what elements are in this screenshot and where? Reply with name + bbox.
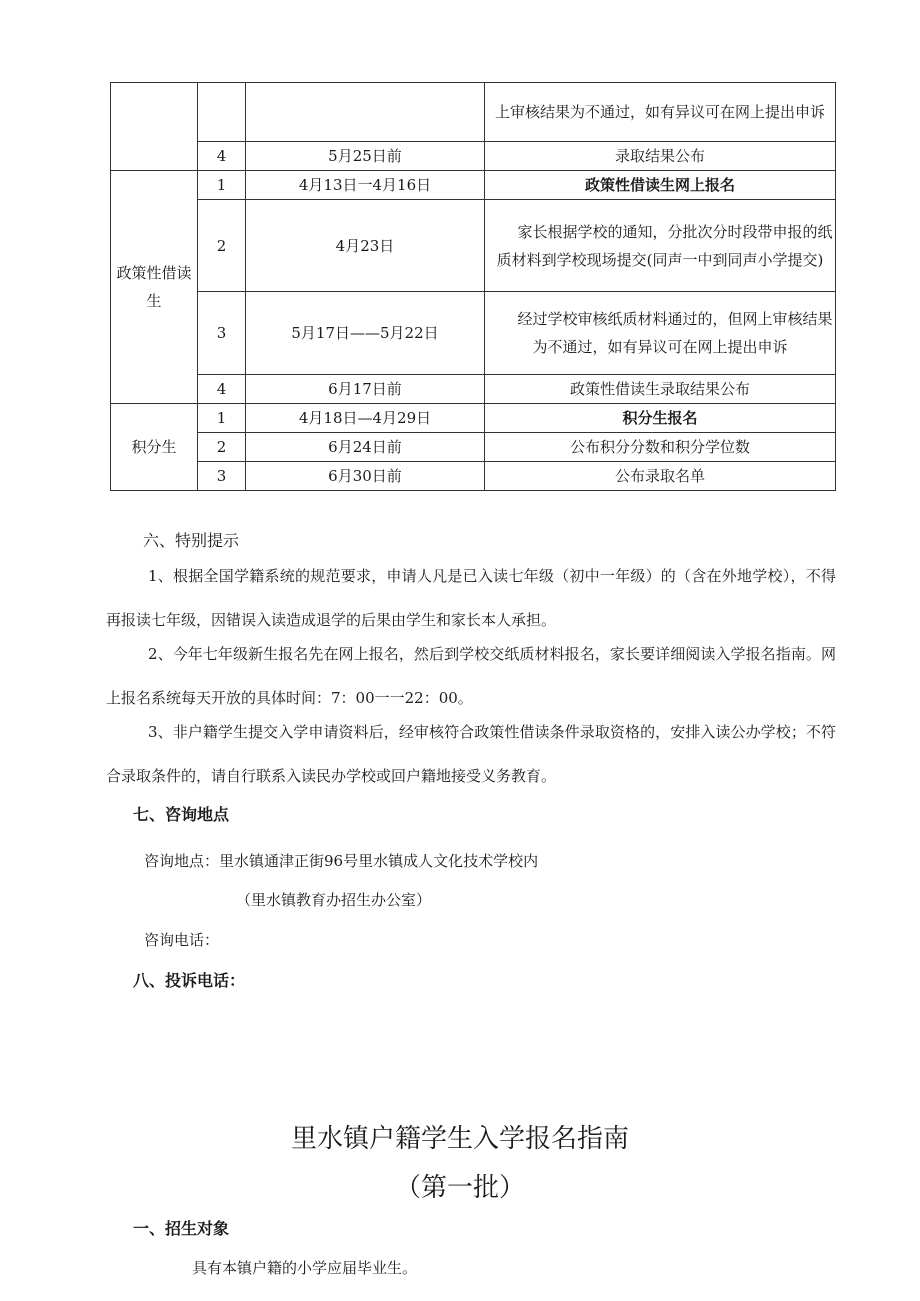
notice-item-2: 2、今年七年级新生报名先在网上报名，然后到学校交纸质材料报名，家长要详细阅读入学报名指南。网上报名系统每天开放的具体时间：7：00一一22：00。: [106, 645, 836, 707]
description-cell: 政策性借读生网上报名: [485, 171, 836, 200]
table-row: [111, 375, 836, 404]
table-row: [111, 292, 836, 375]
description-cell: 上审核结果为不通过，如有异议可在网上提出申诉: [485, 83, 836, 142]
date-cell: [246, 83, 485, 142]
schedule-table: [110, 82, 836, 491]
table-row: [111, 404, 836, 433]
number-cell: 4: [198, 375, 246, 404]
number-cell: 3: [198, 292, 246, 375]
consult-address: 咨询地点：里水镇通津正街96号里水镇成人文化技术学校内: [144, 852, 539, 870]
date-cell: 4月18日—4月29日: [246, 404, 485, 433]
table-row: [111, 142, 836, 171]
guide-title: 里水镇户籍学生入学报名指南: [290, 1124, 629, 1154]
date-cell: 6月24日前: [246, 433, 485, 462]
table-row: [111, 83, 836, 142]
description-cell: 家长根据学校的通知，分批次分时段带申报的纸质材料到学校现场提交(同声一中到同声小学提交): [485, 200, 836, 292]
category-cell: [111, 83, 198, 171]
consult-address-note: （里水镇教育办招生办公室）: [236, 891, 432, 909]
date-cell: 6月30日前: [246, 462, 485, 491]
number-cell: [198, 83, 246, 142]
date-cell: 4月23日: [246, 200, 485, 292]
guide-section-1-text: 具有本镇户籍的小学应届毕业生。: [192, 1259, 418, 1277]
table-row: [111, 200, 836, 292]
description-cell: 公布录取名单: [485, 462, 836, 491]
category-cell: 政策性借读生: [111, 171, 198, 404]
date-cell: 4月13日一4月16日: [246, 171, 485, 200]
table-row: [111, 171, 836, 200]
number-cell: 2: [198, 433, 246, 462]
notice-item-3: 3、非户籍学生提交入学申请资料后，经审核符合政策性借读条件录取资格的，安排入读公办学校；不符合录取条件的，请自行联系入读民办学校或回户籍地接受义务教育。: [106, 723, 836, 785]
description-cell: 积分生报名: [485, 404, 836, 433]
number-cell: 1: [198, 171, 246, 200]
section-6-heading: 六、特别提示: [143, 531, 240, 550]
number-cell: 3: [198, 462, 246, 491]
description-cell: 经过学校审核纸质材料通过的，但网上审核结果为不通过，如有异议可在网上提出申诉: [485, 292, 836, 375]
table-row: [111, 462, 836, 491]
notice-item-1: 1、根据全国学籍系统的规范要求，申请人凡是已入读七年级（初中一年级）的（含在外地学校），不得再报读七年级，因错误入读造成退学的后果由学生和家长本人承担。: [106, 567, 836, 629]
number-cell: 4: [198, 142, 246, 171]
number-cell: 1: [198, 404, 246, 433]
guide-section-1-heading: 一、招生对象: [133, 1219, 230, 1238]
number-cell: 2: [198, 200, 246, 292]
category-cell: 积分生: [111, 404, 198, 491]
date-cell: 5月17日——5月22日: [246, 292, 485, 375]
table-row: [111, 433, 836, 462]
description-cell: 录取结果公布: [485, 142, 836, 171]
section-8-heading: 八、投诉电话：: [133, 971, 246, 990]
date-cell: 6月17日前: [246, 375, 485, 404]
section-7-heading: 七、咨询地点: [133, 805, 230, 824]
description-cell: 政策性借读生录取结果公布: [485, 375, 836, 404]
consult-phone: 咨询电话：: [144, 931, 220, 949]
date-cell: 5月25日前: [246, 142, 485, 171]
description-cell: 公布积分分数和积分学位数: [485, 433, 836, 462]
guide-subtitle: （第一批）: [394, 1173, 525, 1203]
